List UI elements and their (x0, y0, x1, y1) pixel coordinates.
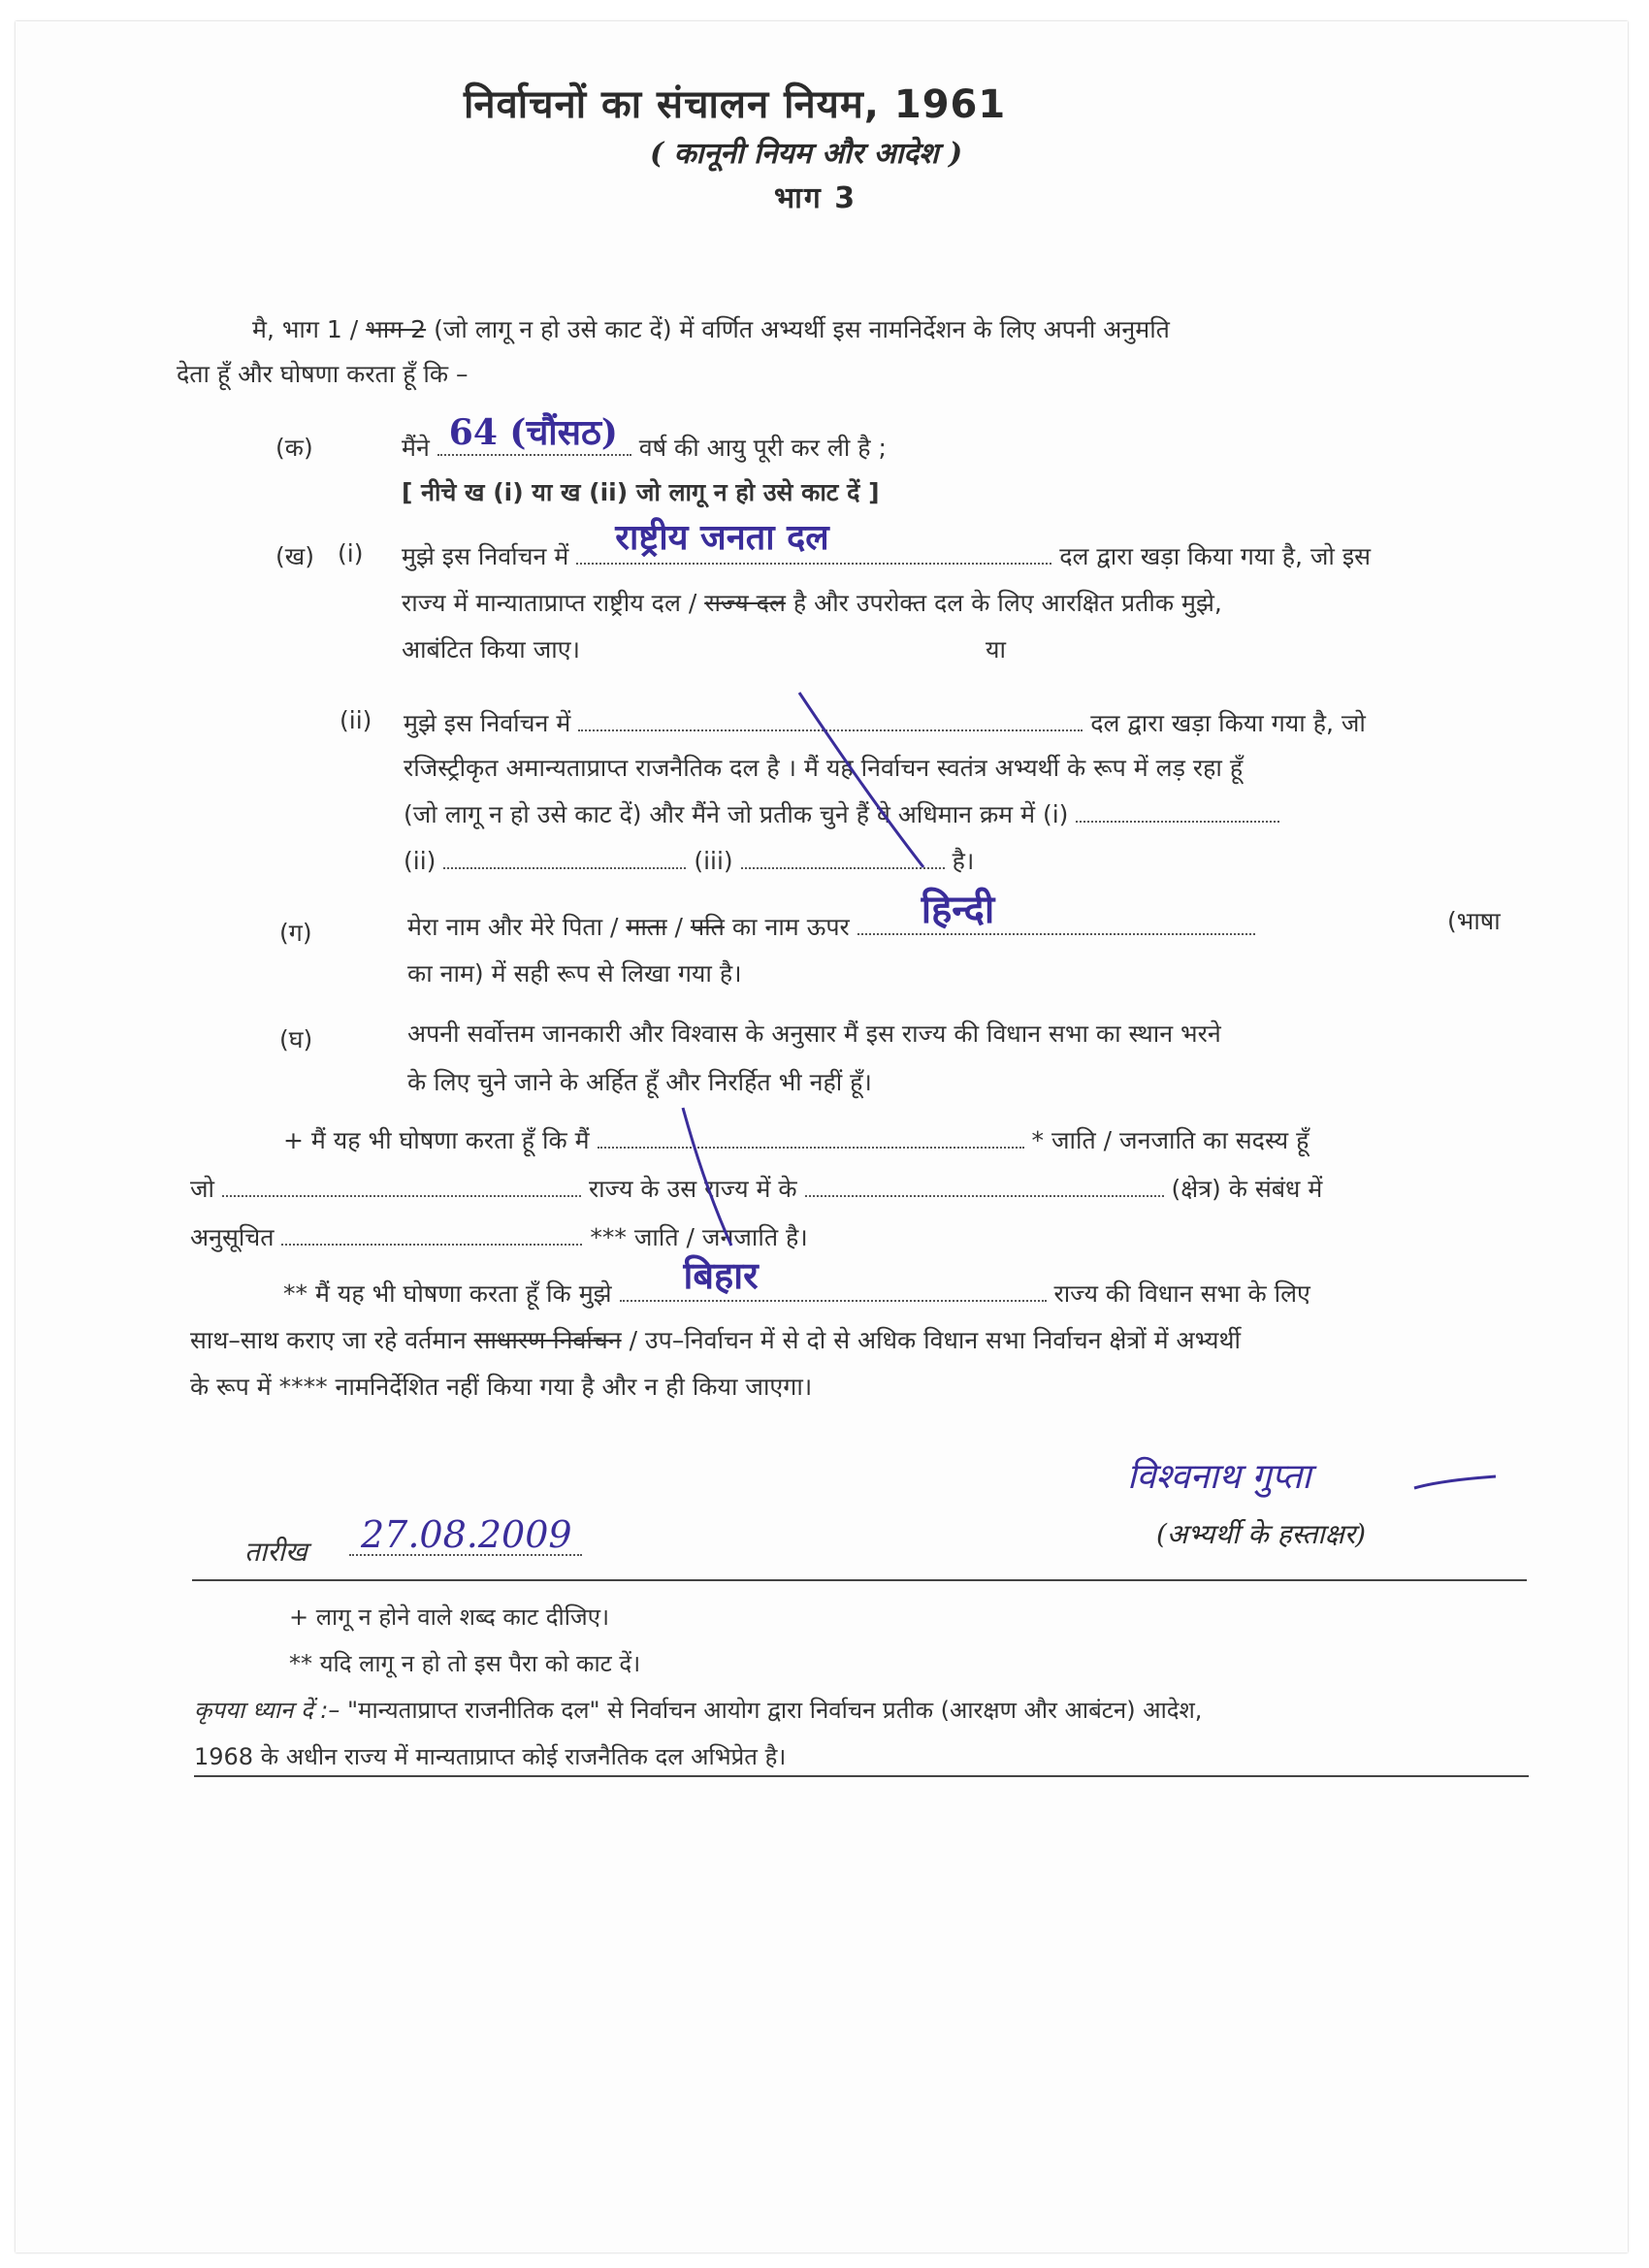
footnote-double-star: ** यदि लागू न हो तो इस पैरा को काट दें। (289, 1650, 641, 1677)
clause-ka-note: [ नीचे ख (i) या ख (ii) जो लागू न हो उसे काट दें ] (402, 478, 880, 506)
clause-text: (ii) (404, 847, 436, 875)
clause-text: अनुसूचित (190, 1223, 275, 1251)
note-label: कृपया ध्यान दें :– (194, 1697, 340, 1724)
clause-gha-line-2: के लिए चुने जाने के अर्हित हूँ और निरर्हित भी नहीं हूँ। (407, 1068, 872, 1096)
clause-text: जो (190, 1175, 215, 1203)
clause-ga-line-2: का नाम) में सही रूप से लिखा गया है। (407, 959, 742, 988)
page-subtitle: ( कानूनी नियम और आदेश ) (650, 137, 963, 171)
signature-label: (अभ्यर्थी के हस्ताक्षर) (1156, 1518, 1367, 1550)
language-handwriting: हिन्दी (921, 887, 995, 932)
clause-text: राज्य की विधान सभा के लिए (1053, 1280, 1310, 1308)
struck-text: भाग 2 (366, 315, 427, 343)
struck-text: साधारण निर्वाचन (473, 1326, 622, 1354)
clause-text: / (674, 913, 683, 941)
part-heading: भाग 3 (774, 181, 857, 215)
clause-text: + मैं यह भी घोषणा करता हूँ कि मैं (283, 1126, 590, 1154)
ink-strike-lines (16, 21, 1628, 2252)
clause-text: है। (952, 847, 975, 875)
struck-text: राज्य दल (704, 589, 786, 617)
clause-ka-mark: (क) (275, 434, 313, 462)
clause-text: *** जाति / जनजाति है। (590, 1223, 808, 1251)
clause-text: दल द्वारा खड़ा किया गया है, जो (1090, 709, 1366, 737)
clause-text: दल द्वारा खड़ा किया गया है, जो इस (1059, 542, 1372, 570)
clause-text: का नाम ऊपर (731, 913, 850, 941)
date-handwriting: 27.08.2009 (361, 1513, 572, 1556)
age-handwriting: 64 (चौंसठ) (448, 412, 618, 453)
clause-text: मुझे इस निर्वाचन में (402, 542, 569, 570)
or-label: या (986, 635, 1006, 664)
state-line-3: के रूप में **** नामनिर्देशित नहीं किया गया है और न ही किया जाएगा। (190, 1373, 813, 1401)
clause-text: * जाति / जनजाति का सदस्य हूँ (1031, 1126, 1310, 1154)
clause-text: मेरा नाम और मेरे पिता / (407, 913, 619, 941)
clause-text: वर्ष की आयु पूरी कर ली है ; (638, 434, 887, 462)
clause-text: ** मैं यह भी घोषणा करता हूँ कि मुझे (283, 1280, 612, 1308)
page-title: निर्वाचनों का संचालन नियम, 1961 (464, 82, 1007, 127)
note-text: "मान्यताप्राप्त राजनीतिक दल" से निर्वाचन आयोग द्वारा निर्वाचन प्रतीक (आरक्षण और आबंटन) आदेश, (347, 1697, 1203, 1724)
clause-text: (iii) (694, 847, 733, 875)
clause-text: राज्य के उस राज्य में के (588, 1175, 797, 1203)
struck-text: पति (690, 913, 725, 941)
candidate-signature: विश्वनाथ गुप्ता (1127, 1457, 1311, 1497)
clause-kha-i-mark: (i) (338, 539, 364, 567)
party-handwriting: राष्ट्रीय जनता दल (615, 517, 829, 558)
clause-text: राज्य में मान्याताप्राप्त राष्ट्रीय दल / (402, 589, 697, 617)
footnote-plus: + लागू न होने वाले शब्द काट दीजिए। (289, 1604, 610, 1631)
clause-text: (जो लागू न हो उसे काट दें) और मैंने जो प्रतीक चुने हैं वे अधिमान क्रम में (i) (404, 800, 1069, 828)
clause-text: / उप–निर्वाचन में से दो से अधिक विधान सभा निर्वाचन क्षेत्रों में अभ्यर्थी (629, 1326, 1241, 1354)
intro-text: मै, भाग 1 / (252, 315, 359, 343)
clause-gha-mark: (घ) (279, 1025, 313, 1053)
clause-text: मुझे इस निर्वाचन में (404, 709, 571, 737)
clause-gha-line-1: अपनी सर्वोत्तम जानकारी और विश्वास के अनुसार मैं इस राज्य की विधान सभा का स्थान भरने (407, 1020, 1221, 1048)
clause-text: है और उपरोक्त दल के लिए आरक्षित प्रतीक मुझे, (792, 589, 1222, 617)
clause-kha-i-line-3: आबंटित किया जाए। (402, 635, 581, 664)
footnote-note-line-2: 1968 के अधीन राज्य में मान्यताप्राप्त कोई राजनैतिक दल अभिप्रेत है। (194, 1743, 787, 1770)
clause-kha-mark: (ख) (275, 542, 314, 570)
intro-text: (जो लागू न हो उसे काट दें) में वर्णित अभ्यर्थी इस नामनिर्देशन के लिए अपनी अनुमति (434, 315, 1170, 343)
document-page (16, 21, 1628, 2252)
clause-ga-line-1-end: (भाषा (1447, 907, 1501, 935)
date-label: तारीख (244, 1536, 307, 1568)
clause-kha-ii-line-2: रजिस्ट्रीकृत अमान्यताप्राप्त राजनैतिक दल है । मैं यह निर्वाचन स्वतंत्र अभ्यर्थी के रूप में लड़ रहा हूँ (404, 754, 1244, 782)
clause-ga-mark: (ग) (279, 919, 312, 947)
intro-line-2: देता हूँ और घोषणा करता हूँ कि – (177, 360, 469, 388)
clause-kha-ii-mark: (ii) (340, 706, 372, 734)
clause-text: साथ–साथ कराए जा रहे वर्तमान (190, 1326, 467, 1354)
state-handwriting: बिहार (683, 1253, 759, 1297)
struck-text: माता (626, 913, 667, 941)
clause-text: (क्षेत्र) के संबंध में (1171, 1175, 1323, 1203)
clause-text: मैंने (402, 434, 430, 462)
